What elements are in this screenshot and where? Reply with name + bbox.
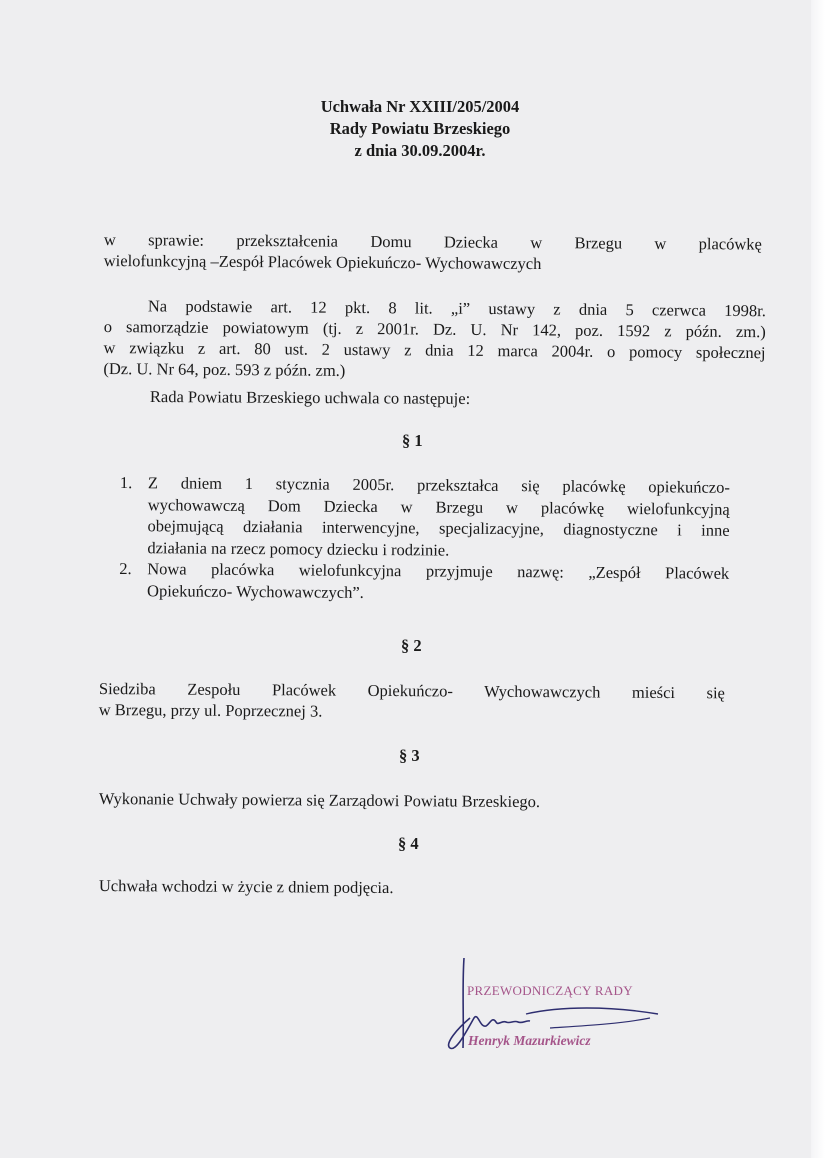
section-3-text: Wykonanie Uchwały powierza się Zarządowi Powiatu Brzeskiego. <box>98 789 541 812</box>
list-item <box>119 558 729 606</box>
legal-basis-line: w związku z art. 80 ust. 2 ustawy z dnia 12 marca 2004r. o pomocy społecznej <box>103 337 766 363</box>
section-2-line: w Brzegu, przy ul. Poprzecznej 3. <box>98 699 323 721</box>
subject-line: w sprawie: przekształcenia Domu Dziecka w Brzegu w placówkę <box>103 229 762 254</box>
resolution-subject <box>104 229 762 276</box>
list-item-line: działania na rzecz pomocy dziecku i rodzinie. <box>147 537 450 560</box>
list-item-line: wychowawczą Dom Dziecka w Brzegu w placówkę wielofunkcyjną <box>147 494 730 519</box>
list-item-number: 2. <box>119 558 132 579</box>
list-item-line: Z dniem 1 stycznia 2005r. przekształca się placówkę opiekuńczo- <box>147 473 730 497</box>
council-name: Rady Powiatu Brzeskiego <box>329 119 511 138</box>
section-2-line: Siedziba Zespołu Placówek Opiekuńczo- Wychowawczych mieści się <box>98 679 725 703</box>
section-1-list <box>119 472 730 606</box>
section-2-mark: § 2 <box>401 636 422 655</box>
resolution-number: Uchwała Nr XXIII/205/2004 <box>320 97 520 116</box>
legal-basis-line: Na podstawie art. 12 pkt. 8 lit. „i” ustawy z dnia 5 czerwca 1998r. <box>147 296 766 321</box>
resolution-header <box>0 96 825 162</box>
section-2-text <box>99 678 725 724</box>
list-item-line: Opiekuńczo- Wychowawczych”. <box>146 580 364 602</box>
resolution-date: z dnia 30.09.2004r. <box>354 141 486 160</box>
section-4-text: Uchwała wchodzi w życie z dniem podjęcia. <box>98 876 394 898</box>
legal-basis <box>103 295 766 384</box>
list-item-line: obejmującą działania interwencyjne, specjalizacyjne, diagnostyczne i inne <box>147 516 730 540</box>
list-item-line: Nowa placówka wielofunkcyjna przyjmuje nazwę: „Zespół Placówek <box>147 559 730 583</box>
stamp-name: Henryk Mazurkiewicz <box>468 1033 591 1048</box>
scan-edge <box>811 0 825 1158</box>
legal-basis-line: o samorządzie powiatowym (tj. z 2001r. Dz. U. Nr 142, poz. 1592 z późn. zm.) <box>103 316 766 342</box>
legal-basis-line: (Dz. U. Nr 64, poz. 593 z późn. zm.) <box>103 358 346 380</box>
stamp-title: PRZEWODNICZĄCY RADY <box>467 983 633 998</box>
section-4-mark: § 4 <box>398 834 419 853</box>
section-1-mark: § 1 <box>402 431 423 450</box>
resolution-statement: Rada Powiatu Brzeskiego uchwala co następuje: <box>149 386 471 408</box>
subject-line: wielofunkcyjną –Zespół Placówek Opiekuńczo- Wychowawczych <box>103 250 542 274</box>
list-item-number: 1. <box>119 472 133 493</box>
list-item <box>119 472 730 563</box>
handwritten-signature <box>430 948 670 1058</box>
section-3-mark: § 3 <box>399 746 420 765</box>
